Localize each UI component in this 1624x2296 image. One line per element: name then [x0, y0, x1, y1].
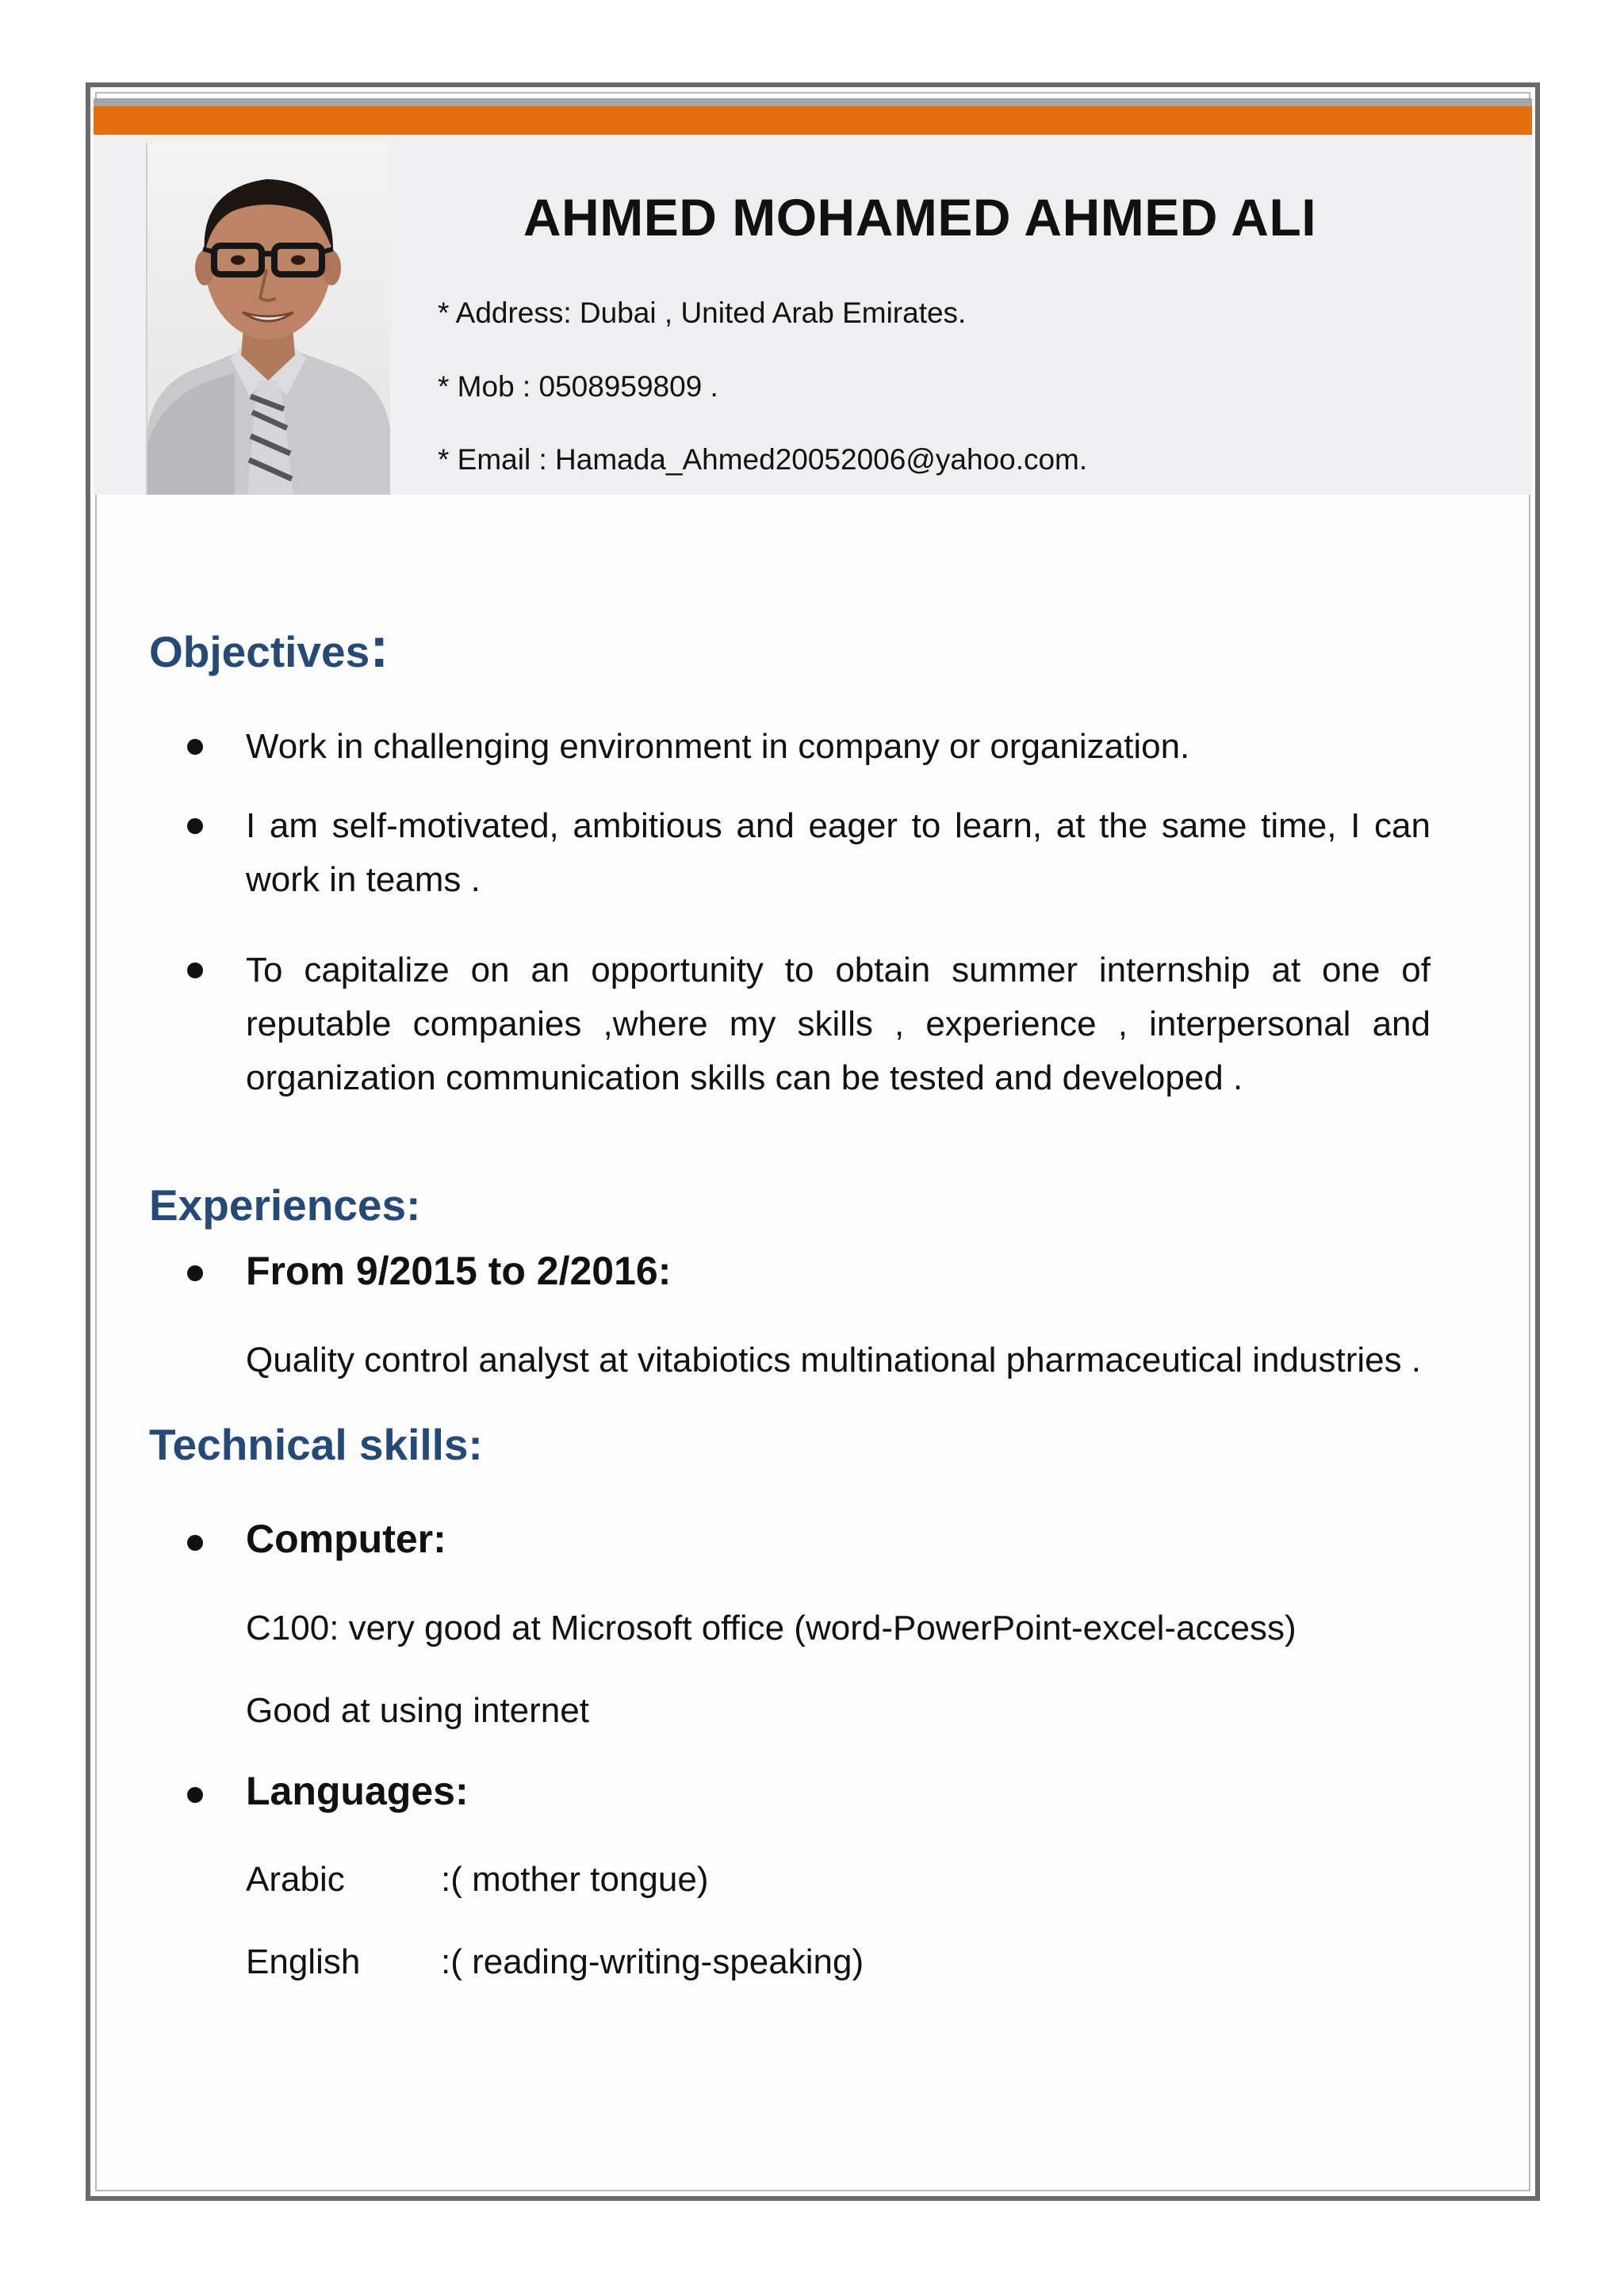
bullet-icon	[187, 1265, 203, 1281]
language-level: :( mother tongue)	[441, 1860, 709, 1899]
contact-email: * Email : Hamada_Ahmed20052006@yahoo.com.	[438, 443, 1088, 476]
experience-description: Quality control analyst at vitabiotics multinational pharmaceutical industries .	[246, 1341, 1422, 1380]
bullet-icon	[187, 739, 203, 755]
objectives-heading	[149, 615, 389, 680]
computer-skill-line: Good at using internet	[246, 1691, 589, 1730]
person-name: AHMED MOHAMED AHMED ALI	[523, 188, 1317, 247]
objective-item: To capitalize on an opportunity to obtain summer internship at one of reputable companies ,where my skills , experience , interpersonal and organization communication skills can be tested and developed .	[246, 951, 1431, 1097]
language-name: Arabic	[246, 1860, 345, 1899]
language-level: :( reading-writing-speaking)	[441, 1942, 864, 1981]
objectives-heading-text: Objectives	[149, 627, 370, 676]
objective-item: I am self-motivated, ambitious and eager to learn, at the same time, I can work in teams .	[246, 806, 1431, 899]
computer-skills-title: Computer:	[246, 1517, 446, 1561]
bullet-icon	[187, 1787, 203, 1803]
experience-period: From 9/2015 to 2/2016:	[246, 1249, 672, 1293]
objectives-heading-colon: :	[370, 616, 389, 679]
bullet-icon	[187, 962, 203, 978]
profile-photo-drawing	[147, 143, 390, 495]
bullet-icon	[187, 818, 203, 834]
header-accent-bar-top	[94, 98, 1532, 106]
bullet-icon	[187, 1535, 203, 1551]
profile-photo	[146, 143, 390, 495]
experiences-heading: Experiences:	[149, 1181, 421, 1230]
languages-title: Languages:	[246, 1769, 469, 1813]
objective-item: Work in challenging environment in company or organization.	[246, 727, 1190, 766]
language-name: English	[246, 1942, 361, 1981]
technical-skills-heading: Technical skills:	[149, 1420, 483, 1469]
contact-mobile: * Mob : 0508959809 .	[438, 370, 718, 403]
contact-address: * Address: Dubai , United Arab Emirates.	[438, 297, 967, 329]
computer-skill-line: C100: very good at Microsoft office (word-PowerPoint-excel-access)	[246, 1609, 1297, 1647]
